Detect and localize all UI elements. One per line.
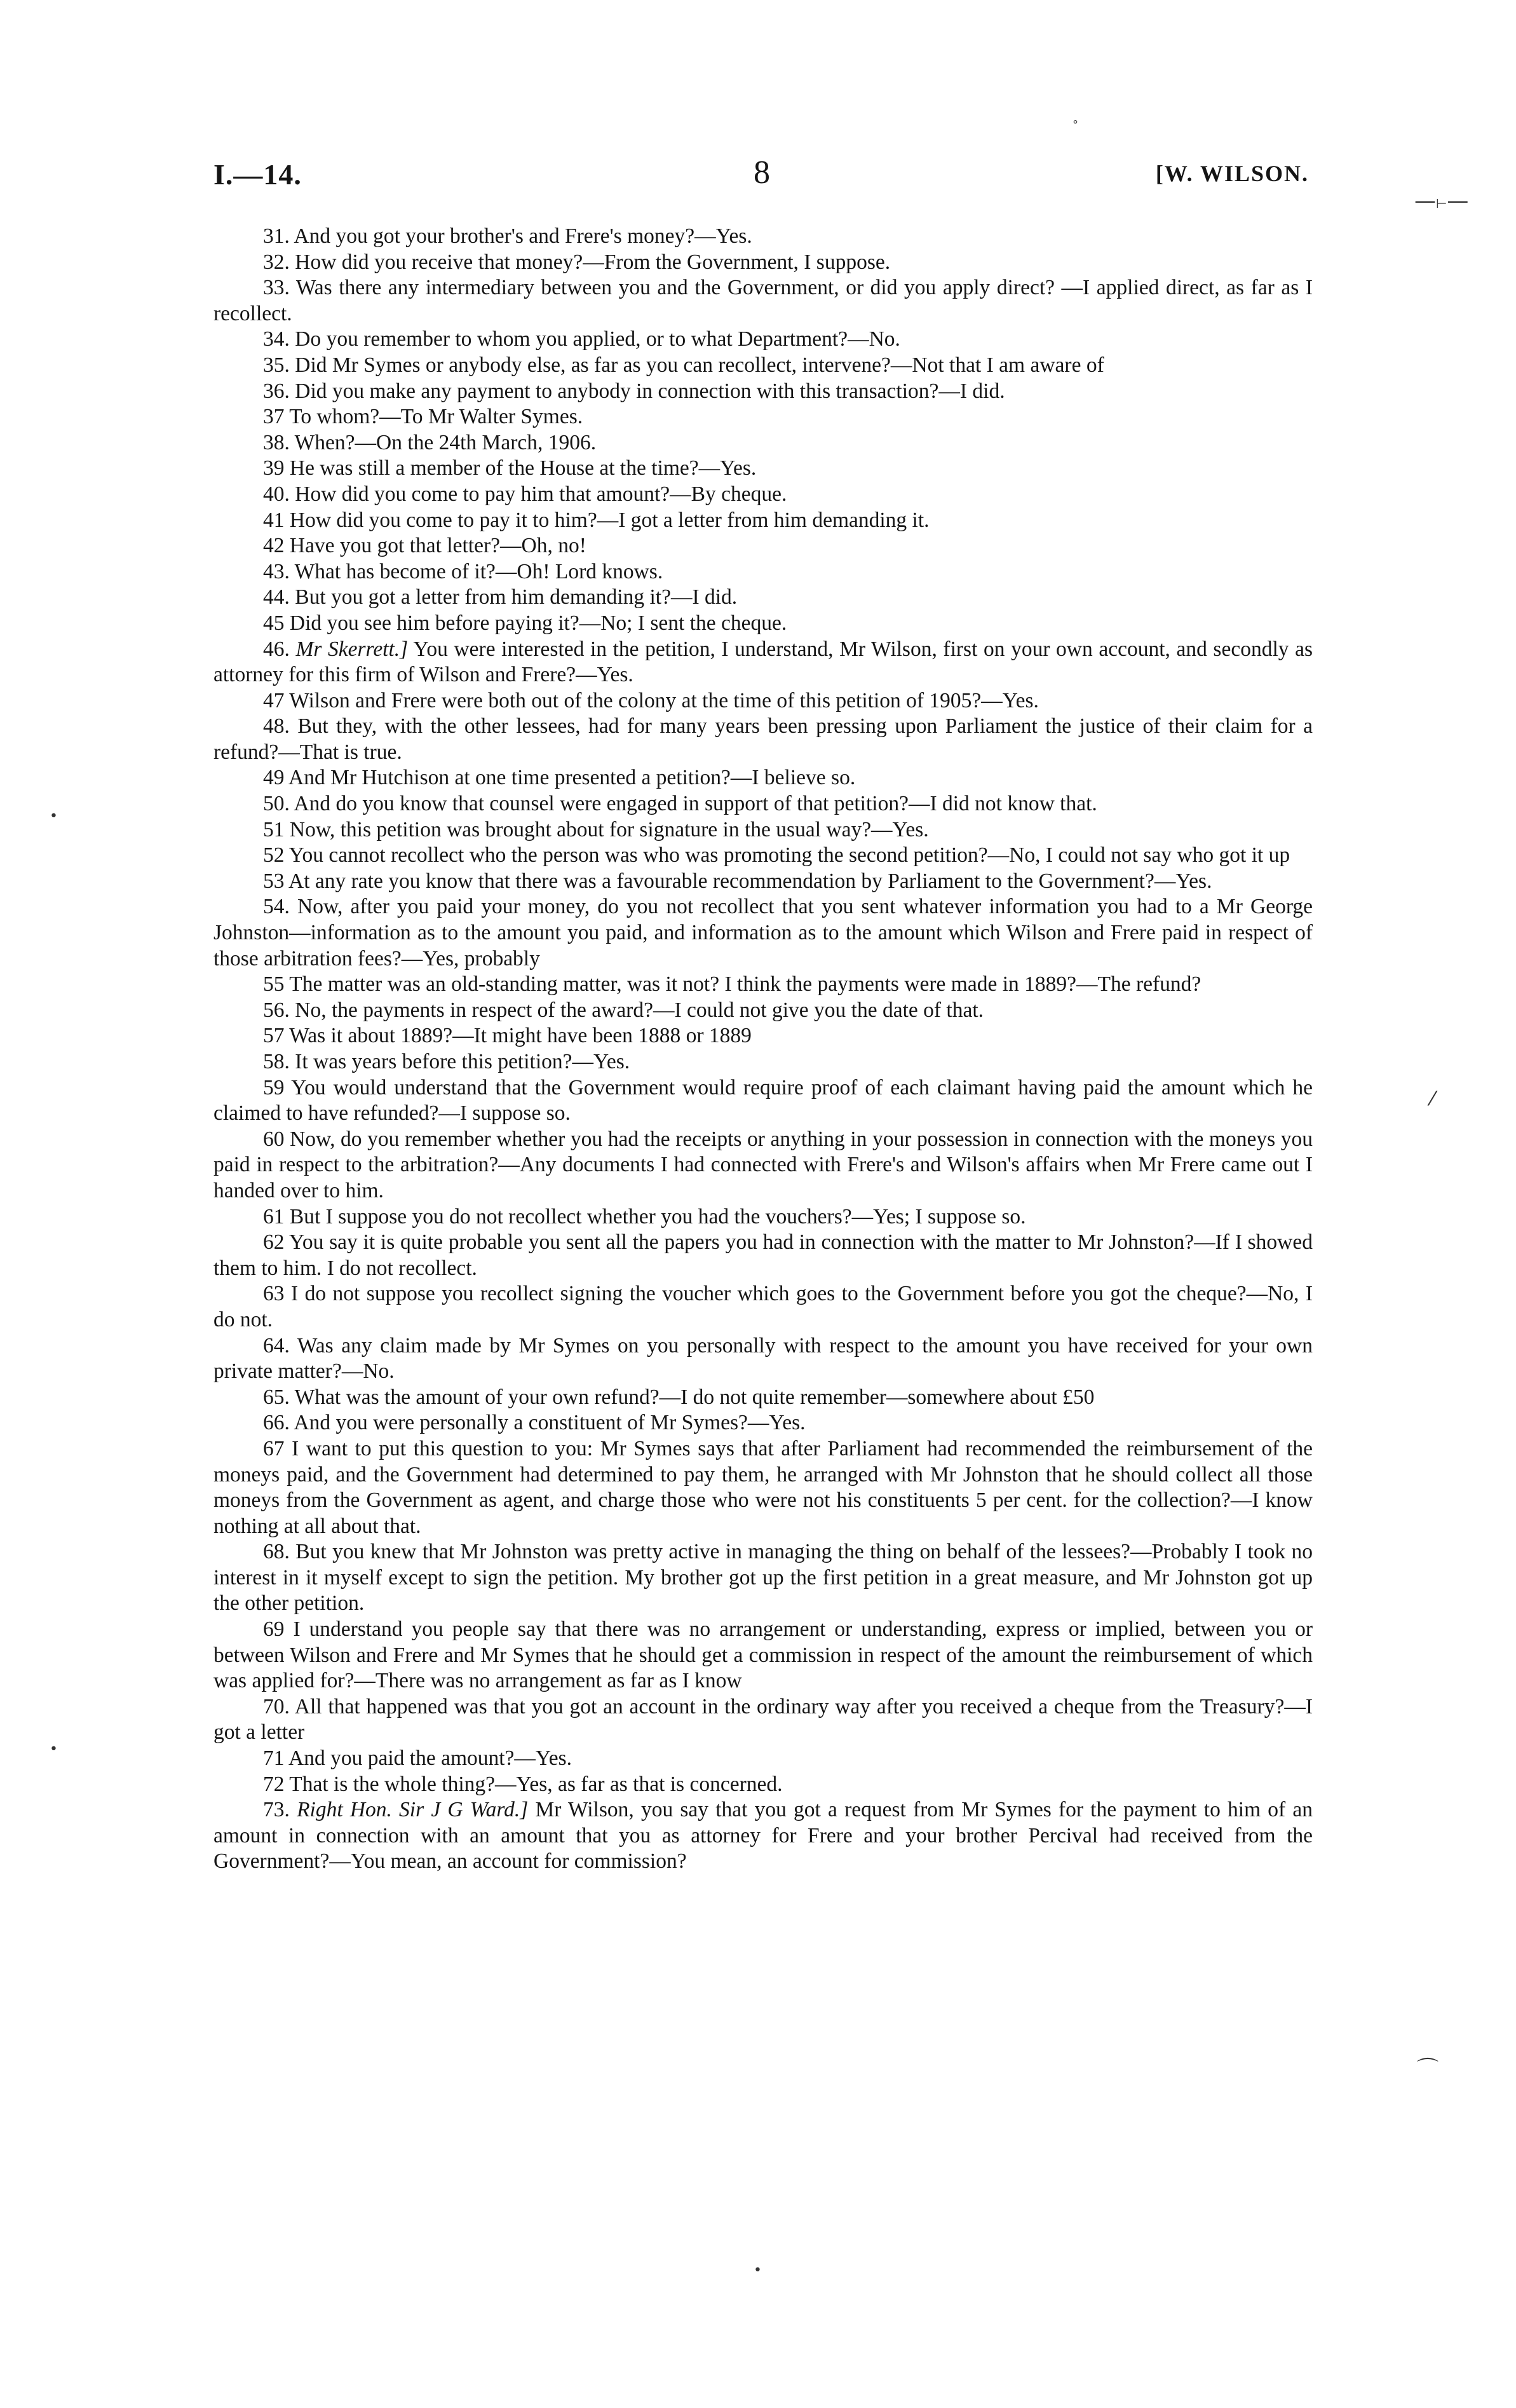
question-number: 73. [263, 1798, 297, 1822]
question-paragraph [213, 998, 1313, 1024]
question-text: 57 Was it about 1889?—It might have been 1888 or 1889 [263, 1024, 752, 1048]
paper-reference: I.—14. [213, 158, 302, 191]
question-paragraph [213, 637, 1313, 688]
question-paragraph [213, 1127, 1313, 1204]
question-text: 45 Did you see him before paying it?—No; I sent the cheque. [263, 611, 787, 635]
question-text: 50. And do you know that counsel were engaged in support of that petition?—I did not know that. [263, 792, 1097, 816]
question-paragraph [213, 224, 1313, 250]
question-paragraph [213, 1204, 1313, 1230]
question-paragraph [213, 250, 1313, 276]
question-paragraph [213, 611, 1313, 637]
scan-speck: • [754, 2262, 762, 2278]
question-text: 70. All that happened was that you got an account in the ordinary way after you received a cheque from the Treasury?—I got a letter [213, 1694, 1313, 1745]
question-text: 52 You cannot recollect who the person was who was promoting the second petition?—No, I could not say who got it up [263, 843, 1290, 867]
question-text: 61 But I suppose you do not recollect whether you had the vouchers?—Yes; I suppose so. [263, 1204, 1026, 1228]
question-paragraph [213, 1230, 1313, 1281]
question-text: 72 That is the whole thing?—Yes, as far as that is concerned. [263, 1772, 783, 1796]
question-text: 49 And Mr Hutchison at one time presented a petition?—I believe so. [263, 766, 856, 790]
question-paragraph [213, 688, 1313, 714]
question-text: 58. It was years before this petition?—Yes. [263, 1050, 630, 1073]
question-text: 48. But they, with the other lessees, had for many years been pressing upon Parliament the justice of their claim for a refund?—That is true. [213, 714, 1313, 764]
scan-speck: • [50, 1741, 58, 1757]
question-text: 32. How did you receive that money?—From the Government, I suppose. [263, 250, 891, 274]
question-paragraph [213, 894, 1313, 972]
question-paragraph [213, 275, 1313, 327]
question-paragraph [213, 765, 1313, 791]
question-paragraph [213, 353, 1313, 379]
question-paragraph [213, 972, 1313, 998]
question-text: You were interested in the petition, I understand, Mr Wilson, first on your own account, and secondly as attorney for this firm of Wilson and Frere?—Yes. [213, 637, 1313, 687]
question-text: 36. Did you make any payment to anybody in connection with this transaction?—I did. [263, 379, 1005, 403]
question-paragraph [213, 1049, 1313, 1075]
question-paragraph [213, 456, 1313, 482]
question-text: 54. Now, after you paid your money, do you not recollect that you sent whatever information you had to a Mr George Johnston—information as to the amount you paid, and information as to the amount which Wilson and Frere paid in respect of those arbitration fees?—Yes, probably [213, 895, 1313, 970]
question-paragraph [213, 1281, 1313, 1333]
question-text: 64. Was any claim made by Mr Symes on you personally with respect to the amount you have received for your own private matter?—No. [213, 1333, 1313, 1384]
question-text: 41 How did you come to pay it to him?—I got a letter from him demanding it. [263, 508, 930, 532]
question-paragraph [213, 1539, 1313, 1617]
question-paragraph [213, 327, 1313, 353]
question-paragraph [213, 1694, 1313, 1746]
question-paragraph [213, 1797, 1313, 1875]
question-text: 51 Now, this petition was brought about for signature in the usual way?—Yes. [263, 817, 929, 841]
question-paragraph [213, 817, 1313, 843]
question-text: 55 The matter was an old-standing matter, was it not? I think the payments were made in 1889?—The refund? [263, 972, 1201, 997]
page-header [213, 154, 1309, 202]
question-text: 53 At any rate you know that there was a favourable recommendation by Parliament to the Government?—Yes. [263, 869, 1212, 893]
question-text: 66. And you were personally a constituent of Mr Symes?—Yes. [263, 1411, 806, 1435]
question-paragraph [213, 1617, 1313, 1694]
scan-speck: ° [1073, 118, 1078, 132]
speaker-name: Right Hon. Sir J G Ward.] [297, 1798, 529, 1822]
question-text: 62 You say it is quite probable you sent all the papers you had in connection with the matter to Mr Johnston?—If I showed them to him. I do not recollect. [213, 1230, 1313, 1280]
margin-pencil-mark: ⁄ [1431, 1088, 1435, 1110]
question-paragraph [213, 1436, 1313, 1539]
question-paragraph [213, 843, 1313, 869]
question-text: 63 I do not suppose you recollect signing the voucher which goes to the Government before you got the cheque?—No, I do not. [213, 1282, 1313, 1331]
question-text: 31. And you got your brother's and Frere's money?—Yes. [263, 224, 752, 248]
speaker-name: Mr Skerrett.] [295, 637, 409, 661]
question-text: 34. Do you remember to whom you applied, or to what Department?—No. [263, 327, 900, 351]
question-paragraph [213, 1385, 1313, 1411]
question-paragraph [213, 1023, 1313, 1049]
question-text: 44. But you got a letter from him demanding it?—I did. [263, 585, 738, 609]
question-text: 65. What was the amount of your own refund?—I do not quite remember—somewhere about £50 [263, 1385, 1095, 1409]
question-paragraph [213, 869, 1313, 895]
question-paragraph [213, 430, 1313, 456]
question-text: 69 I understand you people say that there was no arrangement or understanding, express or implied, between you or between Wilson and Frere and Mr Symes that he should get a commission in respect of the amount the reimbursement of which was applied for?—There was no arrangement as far as I know [213, 1617, 1313, 1693]
margin-pencil-mark: —⊢— [1414, 188, 1469, 214]
question-paragraph [213, 1075, 1313, 1127]
question-paragraph [213, 791, 1313, 817]
question-text: 47 Wilson and Frere were both out of the colony at the time of this petition of 1905?—Yes. [263, 688, 1039, 712]
question-text: 38. When?—On the 24th March, 1906. [263, 430, 597, 454]
question-text: 42 Have you got that letter?—Oh, no! [263, 534, 586, 558]
question-paragraph [213, 1746, 1313, 1772]
question-text: 60 Now, do you remember whether you had the receipts or anything in your possession in connection with the moneys you paid in respect to the arbitration?—Any documents I had connected with Frere's and Wilson's affairs when Mr Frere came out I handed over to him. [213, 1127, 1313, 1202]
question-text: 59 You would understand that the Government would require proof of each claimant having paid the amount which he claimed to have refunded?—I suppose so. [213, 1075, 1313, 1126]
question-paragraph [213, 714, 1313, 765]
question-text: 43. What has become of it?—Oh! Lord knows. [263, 559, 663, 583]
witness-name: [W. WILSON. [1155, 161, 1309, 186]
question-number: 46. [263, 637, 296, 661]
page-number: 8 [754, 154, 770, 191]
scan-speck: • [50, 808, 58, 824]
question-text: Mr Wilson, you say that you got a request from Mr Symes for the payment to him of an amount in connection with an amount that you as attorney for Frere and your brother Percival had received from the Government?—You mean, an account for commission? [213, 1798, 1313, 1874]
question-paragraph [213, 533, 1313, 559]
question-text: 40. How did you come to pay him that amount?—By cheque. [263, 482, 787, 506]
question-text: 56. No, the payments in respect of the award?—I could not give you the date of that. [263, 998, 984, 1022]
question-paragraph [213, 585, 1313, 611]
question-paragraph [213, 379, 1313, 405]
question-paragraph [213, 1410, 1313, 1436]
question-text: 37 To whom?—To Mr Walter Symes. [263, 405, 583, 429]
question-text: 33. Was there any intermediary between you and the Government, or did you apply direct? —I applied direct, as far as I recollect. [213, 276, 1313, 325]
testimony-body [213, 224, 1313, 1875]
question-text: 68. But you knew that Mr Johnston was pretty active in managing the thing on behalf of the lessees?—Probably I took no interest in it myself except to sign the petition. My brother got up the first petition in a great measure, and Mr Johnston got up the other petition. [213, 1540, 1313, 1616]
question-paragraph [213, 482, 1313, 508]
question-text: 67 I want to put this question to you: Mr Symes says that after Parliament had recommended the reimbursement of the moneys paid, and the Government had determined to pay them, he arranged with Mr Johnston that he should collect all those moneys from the Government as agent, and charge those who were not his constituents 5 per cent. for the collection?—I know nothing at all about that. [213, 1436, 1313, 1538]
question-text: 71 And you paid the amount?—Yes. [263, 1746, 572, 1771]
question-paragraph [213, 1333, 1313, 1385]
question-text: 39 He was still a member of the House at the time?—Yes. [263, 456, 757, 480]
question-paragraph [213, 404, 1313, 430]
question-text: 35. Did Mr Symes or anybody else, as far as you can recollect, intervene?—Not that I am aware of [263, 353, 1104, 377]
question-paragraph [213, 1772, 1313, 1798]
question-paragraph [213, 508, 1313, 534]
question-paragraph [213, 559, 1313, 585]
margin-pencil-mark: ⌒ [1417, 2057, 1438, 2082]
